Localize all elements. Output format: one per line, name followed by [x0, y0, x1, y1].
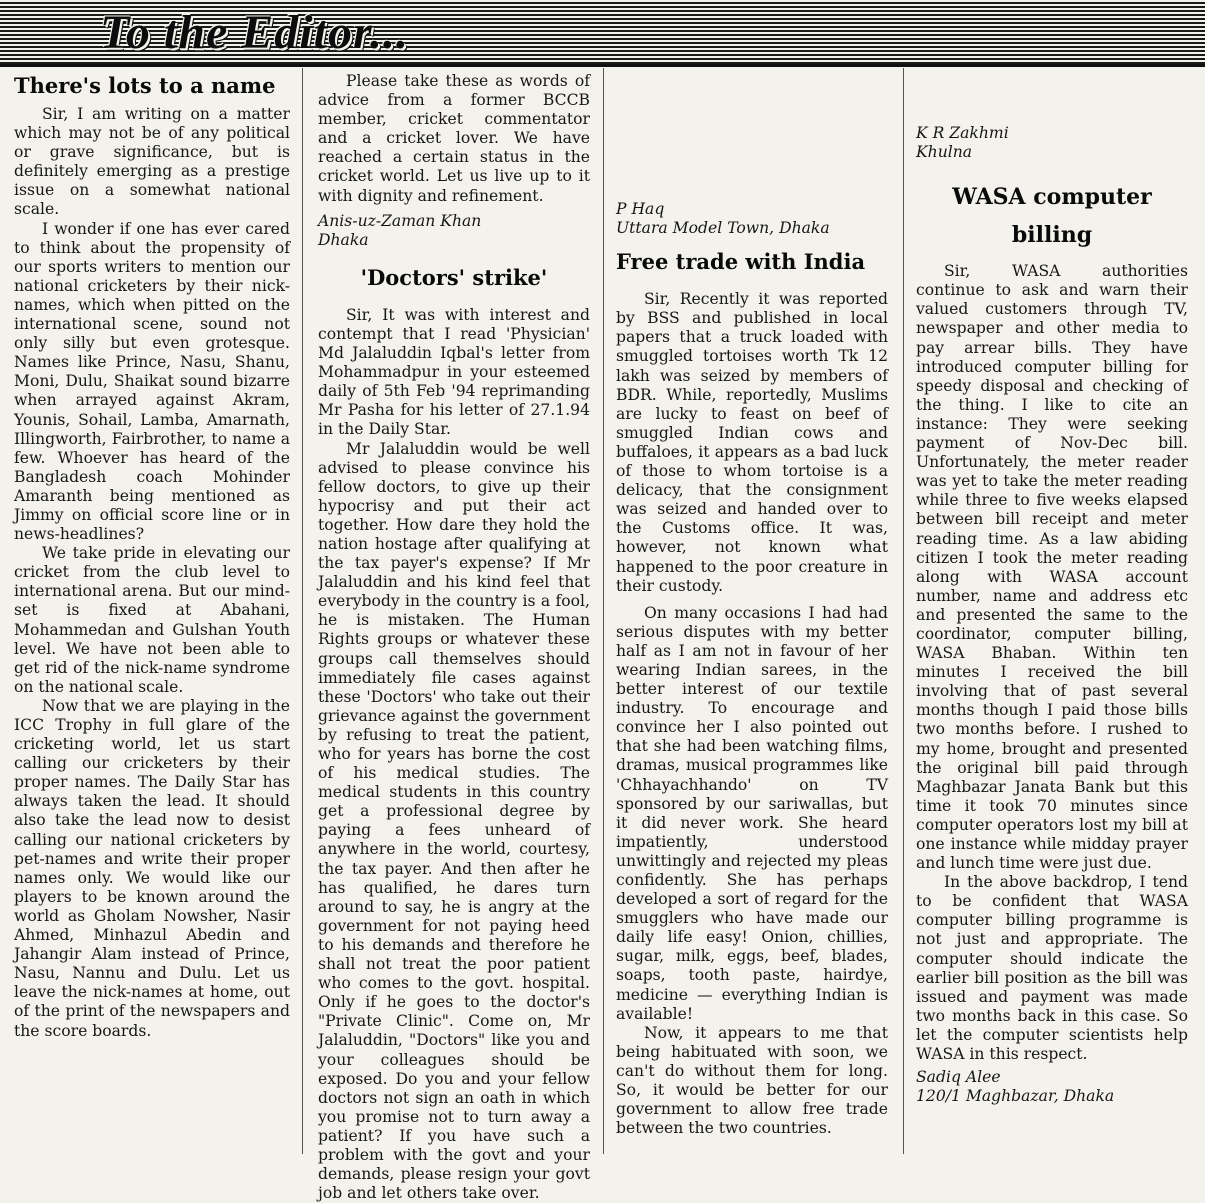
letter-heading-name: There's lots to a name [14, 72, 290, 100]
letter-heading-wasa: WASA computer billing [946, 178, 1158, 254]
letter-heading-doctors: 'Doctors' strike' [318, 264, 590, 292]
letter-paragraph: Sir, WASA authorities continue to ask and warn their valued customers through TV, newspaper and other media to pay arrear bills. They have introduced computer billing for speedy disposal and checking of the thing. I like to cite an instance: They were seeking payment of Nov-Dec bill. Unfortunately, the meter reader was yet to take the meter reading while three to five weeks elapsed between bill receipt and meter reading time. As a law abiding citizen I took the meter reading along with WASA account number, name and address etc and presented the same to the coordinator, computer billing, WASA Bhaban. Within ten minutes I received the bill involving that of past several months though I paid those bills two months before. I rushed to my home, brought and presented the original bill paid through Maghbazar Janata Bank but this time it took 70 minutes since computer operators lost my bill at one instance while midday prayer and lunch time were just due. [916, 262, 1188, 873]
column-4 [916, 72, 1188, 1150]
signature-place: Uttara Model Town, Dhaka [616, 219, 888, 238]
letter-paragraph: On many occasions I had had serious disputes with my better half as I am not in favour of her wearing Indian sarees, in the better interest of our textile industry. To encourage and convince her I also pointed out that she had been watching films, dramas, musical programmes like 'Chhayachhando' on TV sponsored by our sariwallas, but it did never work. She heard impatiently, understood unwittingly and rejected my pleas confidently. She has perhaps developed a sort of regard for the smugglers who have made our daily life easy! Onion, chillies, sugar, milk, eggs, beef, blades, soaps, tooth paste, hairdye, medicine — everything Indian is available! [616, 604, 888, 1024]
column-3 [616, 72, 888, 1150]
signature-place: 120/1 Maghbazar, Dhaka [916, 1087, 1188, 1106]
column-divider [302, 68, 303, 1154]
signature-place: Dhaka [318, 231, 590, 250]
letter-paragraph: Sir, I am writing on a matter which may not be of any political or grave significance, but is definitely emerging as a prestige issue on a somewhat national scale. [14, 105, 290, 220]
banner-title: To the Editor... [100, 4, 409, 62]
letter-paragraph: Mr Jalaluddin would be well advised to please convince his fellow doctors, to give up their hypocrisy and put their act together. How dare they hold the nation hostage after qualifying at the tax payer's expense? If Mr Jalaluddin and his kind feel that everybody in the country is a fool, he is mistaken. The Human Rights groups or whatever these groups call themselves should immediately file cases against these 'Doctors' who take out their grievance against the government by refusing to treat the patient, who for years has borne the cost of his medical studies. The medical students in this country get a professional degree by paying a fees unheard of anywhere in the world, courtesy, the tax payer. And then after he has qualified, he dares turn around to say, he is angry at the government for not paying heed to his demands and therefore he shall not treat the poor patient who comes to the govt. hospital. Only if he goes to the doctor's "Private Clinic". Come on, Mr Jalaluddin, "Doctors" like you and your colleagues should be exposed. Do you and your fellow doctors not sign an oath in which you promise not to turn away a patient? If you have such a problem with the govt and your demands, please resign your govt job and let others take over. [318, 440, 590, 1203]
letter-paragraph: Now, it appears to me that being habituated with soon, we can't do without them for long. So, it would be better for our government to allow free trade between the two countries. [616, 1024, 888, 1139]
letter-paragraph: I wonder if one has ever cared to think about the propensity of our sports writers to mention our national cricketers by their nick-names, which when pitted on the international scene, sound not only silly but even grotesque. Names like Prince, Nasu, Shanu, Moni, Dulu, Shaikat sound bizarre when arrayed against Akram, Younis, Sohail, Lamba, Amarnath, Illingworth, Fairbrother, to name a few. Whoever has heard of the Bangladesh coach Mohinder Amaranth being mentioned as Jimmy on official score line or in news-headlines? [14, 220, 290, 545]
letter-heading-trade: Free trade with India [616, 248, 888, 276]
signature-place: Khulna [916, 143, 1188, 162]
letter-paragraph: We take pride in elevating our cricket from the club level to international arena. But our mind-set is fixed at Abahani, Mohammedan and Gulshan Youth level. We have not been able to get rid of the nick-name syndrome on the national scale. [14, 544, 290, 697]
signature-name: K R Zakhmi [916, 124, 1188, 143]
column-1 [14, 72, 290, 1150]
letter-paragraph: In the above backdrop, I tend to be confident that WASA computer billing programme is not just and appropriate. The computer should indicate the earlier bill position as the bill was issued and payment was made two months back in this case. So let the computer scientists help WASA in this respect. [916, 873, 1188, 1064]
column-2 [318, 72, 590, 1150]
letter-paragraph: Sir, It was with interest and contempt that I read 'Physician' Md Jalaluddin Iqbal's letter from Mohammadpur in your esteemed daily of 5th Feb '94 reprimanding Mr Pasha for his letter of 27.1.94 in the Daily Star. [318, 306, 590, 440]
letter-paragraph: Now that we are playing in the ICC Trophy in full glare of the cricketing world, let us start calling our cricketers by their proper names. The Daily Star has always taken the lead. It should also take the lead now to desist calling our national cricketers by pet-names and write their proper names only. We would like our players to be known around the world as Gholam Nowsher, Nasir Ahmed, Minhazul Abedin and Jahangir Alam instead of Prince, Nasu, Nannu and Dulu. Let us leave the nick-names at home, out of the print of the newspapers and the score boards. [14, 697, 290, 1041]
column-divider [603, 68, 604, 1154]
signature-name: P Haq [616, 200, 888, 219]
letter-paragraph: Sir, Recently it was reported by BSS and published in local papers that a truck loaded with smuggled tortoises worth Tk 12 lakh was seized by members of BDR. While, reportedly, Muslims are lucky to feast on beef of smuggled Indian cows and buffaloes, it appears as a bad luck of those to whom tortoise is a delicacy, that the consignment was seized and handed over to the Customs office. It was, however, not known what happened to the poor creature in their custody. [616, 290, 888, 596]
signature-name: Sadiq Alee [916, 1068, 1188, 1087]
column-divider [903, 68, 904, 1154]
letter-paragraph: Please take these as words of advice from a former BCCB member, cricket commentator and a cricket lover. We have reached a certain status in the cricket world. Let us live up to it with dignity and refinement. [318, 72, 590, 206]
signature-name: Anis-uz-Zaman Khan [318, 212, 590, 231]
editor-banner [0, 0, 1205, 67]
